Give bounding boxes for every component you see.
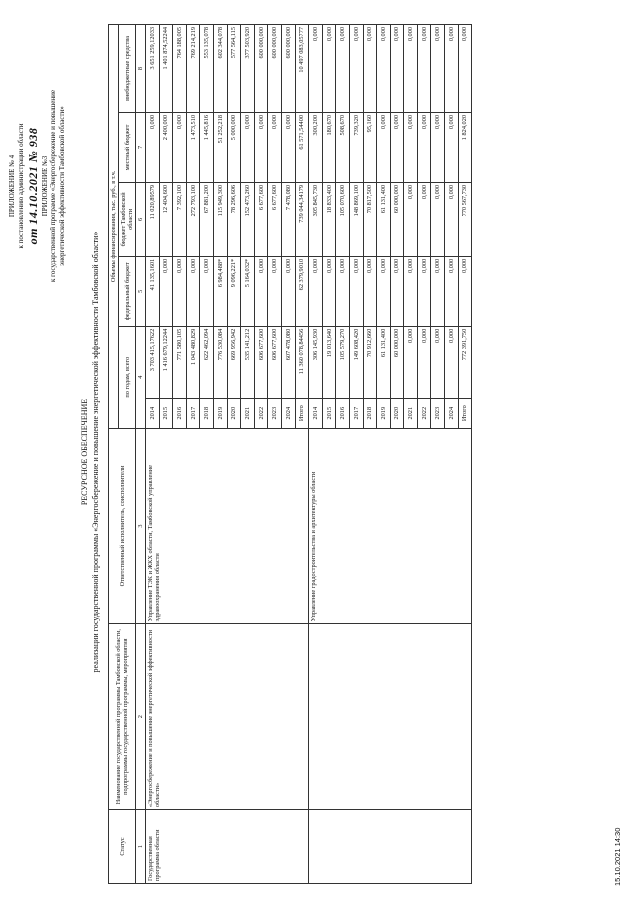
federal-cell: 0,000: [322, 256, 336, 326]
program-reference-line1: к государственной программе «Энергосбережение и повышение: [49, 90, 58, 282]
regional-cell: 152 473,260: [241, 182, 255, 256]
regional-cell: 12 404,600: [159, 182, 173, 256]
federal-cell: 0,000: [268, 256, 282, 326]
extra-cell: 769 214,219: [186, 25, 200, 113]
executor-cell: Управление градостроительства и архитектуры области: [309, 428, 472, 624]
document-title: РЕСУРСНОЕ ОБЕСПЕЧЕНИЕ: [80, 398, 89, 506]
year-cell: Итого: [295, 398, 309, 428]
extra-cell: 377 503,920: [241, 25, 255, 113]
rotated-document-page: [0, 12, 620, 892]
local-cell: 0,000: [268, 113, 282, 183]
col-num: 8: [136, 25, 146, 113]
regional-cell: 7 392,100: [173, 182, 187, 256]
extra-cell: 0,000: [377, 25, 391, 113]
total-cell: 771 580,105: [173, 326, 187, 398]
table-body: [146, 25, 472, 884]
extra-cell: 0,000: [417, 25, 431, 113]
total-cell: 60 000,000: [390, 326, 404, 398]
year-cell: 2024: [445, 398, 459, 428]
year-cell: 2022: [254, 398, 268, 428]
extra-cell: 0,000: [404, 25, 418, 113]
th-executor: Ответственный исполнитель, соисполнители: [109, 428, 136, 624]
regional-cell: 6 677,600: [268, 182, 282, 256]
local-cell: 300,200: [309, 113, 323, 183]
local-cell: 0,000: [377, 113, 391, 183]
th-federal: федеральный бюджет: [119, 256, 136, 326]
local-cell: 2 400,000: [159, 113, 173, 183]
federal-cell: 0,000: [404, 256, 418, 326]
extra-cell: 577 564,115: [227, 25, 241, 113]
federal-cell: 0,000: [349, 256, 363, 326]
regional-cell: 770 567,730: [458, 182, 472, 256]
year-cell: 2017: [186, 398, 200, 428]
regional-cell: 18 833,400: [322, 182, 336, 256]
extra-cell: 0,000: [363, 25, 377, 113]
total-cell: 0,000: [404, 326, 418, 398]
extra-cell: 0,000: [336, 25, 350, 113]
year-cell: 2020: [227, 398, 241, 428]
extra-cell: 602 344,078: [213, 25, 227, 113]
regional-cell: 115 949,300: [213, 182, 227, 256]
local-cell: 0,000: [254, 113, 268, 183]
extra-cell: 0,000: [322, 25, 336, 113]
federal-cell: 0,000: [309, 256, 323, 326]
local-cell: 0,000: [281, 113, 295, 183]
federal-cell: 5 164,032*: [241, 256, 255, 326]
federal-cell: 6 984,488*: [213, 256, 227, 326]
total-cell: 3 703 415,17622: [146, 326, 160, 398]
col-num: 3: [136, 428, 146, 624]
total-cell: 0,000: [417, 326, 431, 398]
total-cell: 622 462,094: [200, 326, 214, 398]
regional-cell: 67 881,200: [200, 182, 214, 256]
federal-cell: 62 379,9010: [295, 256, 309, 326]
extra-cell: 553 135,078: [200, 25, 214, 113]
year-cell: 2023: [431, 398, 445, 428]
total-cell: 776 530,084: [213, 326, 227, 398]
total-cell: 606 677,600: [268, 326, 282, 398]
regional-cell: 0,000: [445, 182, 459, 256]
federal-cell: 0,000: [445, 256, 459, 326]
local-cell: 0,000: [404, 113, 418, 183]
extra-cell: 0,000: [309, 25, 323, 113]
federal-cell: 0,000: [377, 256, 391, 326]
year-cell: 2021: [241, 398, 255, 428]
total-cell: 1 416 679,12244: [159, 326, 173, 398]
year-cell: 2015: [322, 398, 336, 428]
executor-cell: Управление ТЭК и ЖКХ области, Тамбовской управление здравоохранения области: [146, 428, 309, 624]
federal-cell: 0,000: [390, 256, 404, 326]
local-cell: 739,320: [349, 113, 363, 183]
local-cell: 51 252,218: [213, 113, 227, 183]
federal-cell: 0,000: [281, 256, 295, 326]
local-cell: 95,160: [363, 113, 377, 183]
col-num: 4: [136, 326, 146, 428]
local-cell: 0,000: [417, 113, 431, 183]
year-cell: 2019: [213, 398, 227, 428]
th-total: по годам, всего: [119, 326, 136, 428]
year-cell: 2022: [417, 398, 431, 428]
extra-cell: 0,000: [431, 25, 445, 113]
year-cell: 2017: [349, 398, 363, 428]
annex-label: ПРИЛОЖЕНИЕ № 4: [8, 154, 16, 218]
total-cell: 19 013,640: [322, 326, 336, 398]
year-cell: Итого: [458, 398, 472, 428]
year-cell: 2016: [173, 398, 187, 428]
year-cell: 2018: [200, 398, 214, 428]
total-cell: 0,000: [445, 326, 459, 398]
extra-cell: 600 000,000: [281, 25, 295, 113]
status-cell: Государственная программа области: [146, 810, 309, 884]
total-cell: 0,000: [431, 326, 445, 398]
total-cell: 669 956,942: [227, 326, 241, 398]
regional-cell: 7 478,080: [281, 182, 295, 256]
extra-cell: 764 188,005: [173, 25, 187, 113]
regional-cell: 70 817,500: [363, 182, 377, 256]
federal-cell: 0,000: [254, 256, 268, 326]
year-cell: 2014: [146, 398, 160, 428]
header-row-1: [109, 25, 119, 884]
regional-cell: 148 869,100: [349, 182, 363, 256]
total-cell: 772 391,750: [458, 326, 472, 398]
federal-cell: 0,000: [363, 256, 377, 326]
federal-cell: 0,000: [336, 256, 350, 326]
year-cell: 2018: [363, 398, 377, 428]
extra-cell: 10 497 083,05777: [295, 25, 309, 113]
extra-cell: 0,000: [445, 25, 459, 113]
year-cell: 2024: [281, 398, 295, 428]
status-cell: [309, 810, 472, 884]
total-cell: 535 141,212: [241, 326, 255, 398]
year-cell: 2016: [336, 398, 350, 428]
local-cell: 0,000: [173, 113, 187, 183]
total-cell: 1 043 480,829: [186, 326, 200, 398]
local-cell: 1 824,020: [458, 113, 472, 183]
regional-cell: 0,000: [431, 182, 445, 256]
local-cell: 0,000: [431, 113, 445, 183]
year-cell: 2015: [159, 398, 173, 428]
year-cell: 2014: [309, 398, 323, 428]
federal-cell: 0,000: [173, 256, 187, 326]
total-cell: 61 131,400: [377, 326, 391, 398]
th-extra: внебюджетные средства: [119, 25, 136, 113]
year-cell: 2021: [404, 398, 418, 428]
col-num: 1: [136, 810, 146, 884]
regional-cell: 305 845,730: [309, 182, 323, 256]
total-cell: 149 608,420: [349, 326, 363, 398]
total-cell: 11 360 078,84456: [295, 326, 309, 398]
th-name: Наименование государственной программы Тамбовской области, подпрограммы государственной программы, мероприятия: [109, 624, 136, 810]
regional-cell: 6 677,600: [254, 182, 268, 256]
handwritten-date-number: от 14.10.2021 № 938: [25, 127, 40, 245]
th-local: местный бюджет: [119, 113, 136, 183]
local-cell: 0,000: [241, 113, 255, 183]
local-cell: 0,000: [445, 113, 459, 183]
th-funding: Объемы финансирования, тыс. руб., в т.ч.: [109, 25, 119, 429]
regional-cell: 78 296,606: [227, 182, 241, 256]
local-cell: 1 473,510: [186, 113, 200, 183]
federal-cell: 0,000: [458, 256, 472, 326]
federal-cell: 9 096,221*: [227, 256, 241, 326]
print-timestamp: 15.10.2021 14:30: [613, 827, 622, 886]
regional-cell: 739 044,34179: [295, 182, 309, 256]
regional-cell: 105 070,600: [336, 182, 350, 256]
local-cell: 508,670: [336, 113, 350, 183]
total-cell: 607 478,080: [281, 326, 295, 398]
year-cell: 2019: [377, 398, 391, 428]
extra-cell: 0,000: [390, 25, 404, 113]
year-cell: 2020: [390, 398, 404, 428]
th-status: Статус: [109, 810, 136, 884]
federal-cell: 0,000: [417, 256, 431, 326]
table-row: [309, 25, 323, 884]
th-regional: бюджет Тамбовской области: [119, 182, 136, 256]
program-name-cell: «Энергосбережение и повышение энергетической эффективности области»: [146, 624, 309, 810]
federal-cell: 0,000: [186, 256, 200, 326]
regional-cell: 0,000: [417, 182, 431, 256]
total-cell: 606 677,600: [254, 326, 268, 398]
extra-cell: 0,000: [458, 25, 472, 113]
regional-cell: 60 000,000: [390, 182, 404, 256]
col-num: 6: [136, 182, 146, 256]
local-cell: 5 000,000: [227, 113, 241, 183]
program-reference-line2: энергетической эффективности Тамбовской области»: [58, 106, 66, 266]
year-cell: 2023: [268, 398, 282, 428]
total-cell: 306 145,930: [309, 326, 323, 398]
federal-cell: 0,000: [200, 256, 214, 326]
program-name-cell: [309, 624, 472, 810]
document-header: [8, 36, 67, 336]
regional-cell: 0,000: [404, 182, 418, 256]
extra-cell: 600 000,000: [254, 25, 268, 113]
local-cell: 0,000: [146, 113, 160, 183]
col-num: 7: [136, 113, 146, 183]
local-cell: 180,670: [322, 113, 336, 183]
decree-reference: к постановлению администрации области: [16, 123, 25, 249]
extra-cell: 1 401 874,52244: [159, 25, 173, 113]
extra-cell: 3 651 259,12033: [146, 25, 160, 113]
local-cell: 0,000: [390, 113, 404, 183]
column-number-row: [136, 25, 146, 884]
regional-cell: 272 793,100: [186, 182, 200, 256]
extra-cell: 600 000,000: [268, 25, 282, 113]
regional-cell: 11 020,89579: [146, 182, 160, 256]
document-subtitle: реализации государственной программы «Энергосбережение и повышение энергетической эффективности Тамбовской области»: [91, 231, 100, 673]
regional-cell: 61 131,400: [377, 182, 391, 256]
federal-cell: 0,000: [431, 256, 445, 326]
annex-3-label: ПРИЛОЖЕНИЕ №3: [40, 155, 49, 217]
extra-cell: 0,000: [349, 25, 363, 113]
federal-cell: 0,000: [159, 256, 173, 326]
federal-cell: 41 135,1601: [146, 256, 160, 326]
col-num: 2: [136, 624, 146, 810]
resource-table: [108, 24, 472, 884]
local-cell: 61 571,54400: [295, 113, 309, 183]
table-row: [146, 25, 160, 884]
total-cell: 105 579,270: [336, 326, 350, 398]
total-cell: 70 912,660: [363, 326, 377, 398]
col-num: 5: [136, 256, 146, 326]
local-cell: 1 445,816: [200, 113, 214, 183]
